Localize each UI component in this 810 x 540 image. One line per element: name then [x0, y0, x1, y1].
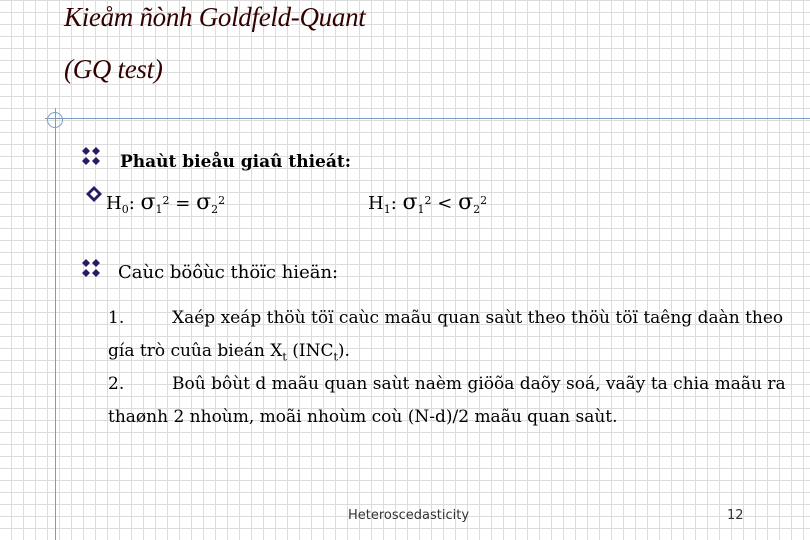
step2-line1: Boû bôùt d maãu quan saùt naèm giöõa daõy soá, vaãy ta chia maãu ra — [172, 374, 786, 394]
hypothesis-heading: Phaùt bieåu giaû thieát: — [120, 152, 352, 172]
step2-number: 2. — [108, 374, 125, 394]
title-underline — [45, 118, 810, 119]
step1-number: 1. — [108, 308, 125, 328]
step1-line1: Xaép xeáp thöù töï caùc maãu quan saùt theo thöù töï taêng daàn theo — [172, 308, 784, 328]
diamond-bullet-icon — [86, 186, 102, 202]
corner-ring-ornament — [47, 112, 63, 128]
step2-line2: thaønh 2 nhoùm, moãi nhoùm coù (N-d)/2 maãu quan saùt. — [108, 407, 618, 427]
footer-topic: Heteroscedasticity — [348, 508, 470, 523]
step1-line2: gía trò cuûa bieán $X_t$ $(INC_t)$. — [108, 341, 350, 364]
four-diamond-bullet-icon — [80, 146, 102, 168]
steps-heading: Caùc böôùc thöïc hieän: — [118, 262, 339, 283]
left-margin-line — [55, 108, 56, 540]
slide-title-line1: Kieåm ñònh Goldfeld-Quant — [64, 2, 366, 32]
four-diamond-bullet-icon — [80, 258, 102, 280]
null-hypothesis: $H_0$: $\sigma_1^2 = \sigma_2^2$ — [106, 190, 226, 216]
slide-number: 12 — [727, 508, 744, 523]
slide-title-line2: (GQ test) — [64, 54, 163, 84]
alternative-hypothesis: $H_1$: $\sigma_1^2 < \sigma_2^2$ — [368, 190, 488, 216]
